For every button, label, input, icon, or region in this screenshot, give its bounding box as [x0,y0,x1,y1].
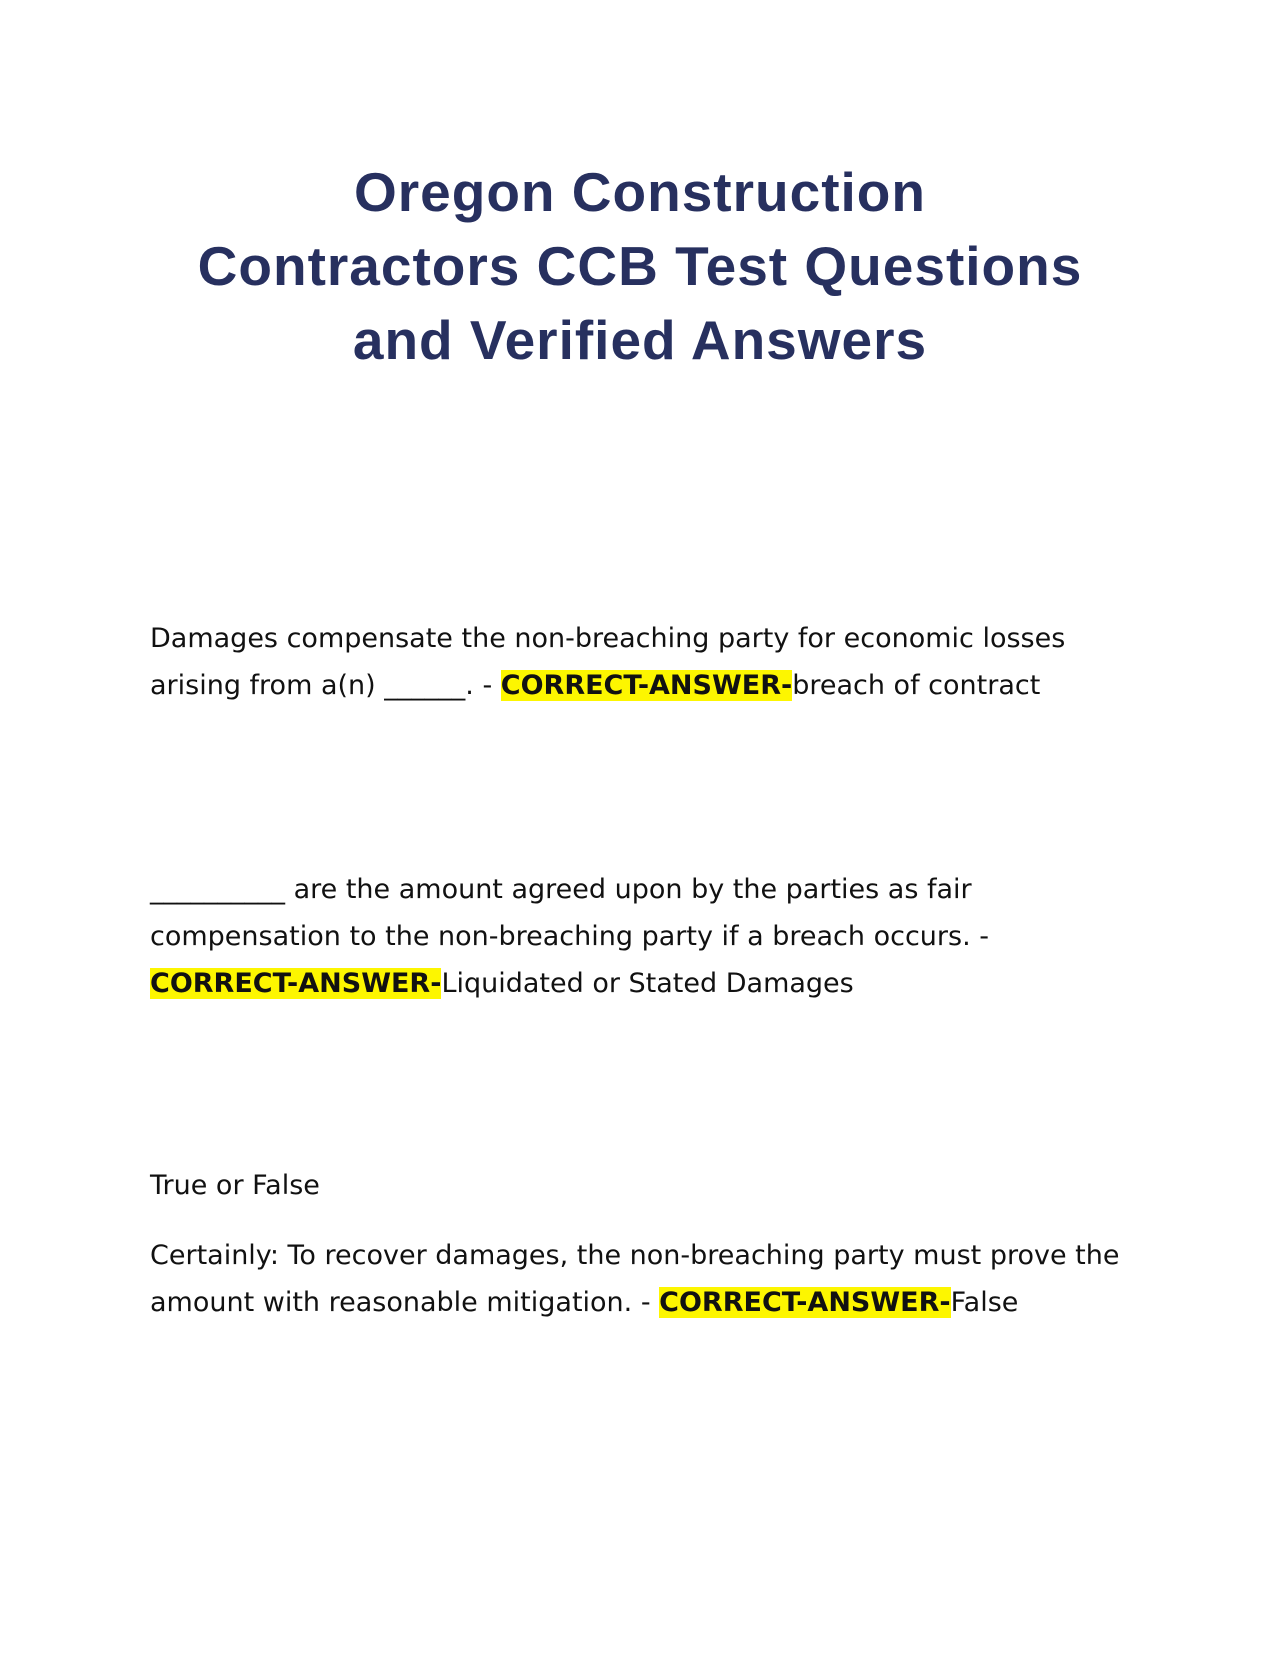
question-block-3 [150,1232,1160,1326]
question-text: __________ are the amount agreed upon by the parties as fair [150,874,972,905]
answer-text: False [950,1287,1019,1318]
correct-answer-marker: CORRECT-ANSWER- [150,968,442,999]
title-line: Oregon Construction [353,161,927,223]
question-lead [150,1162,1160,1209]
question-text: compensation to the non-breaching party if a breach occurs. - [150,921,989,952]
question-text: amount with reasonable mitigation. - [150,1287,660,1318]
answer-text: Liquidated or Stated Damages [441,968,854,999]
answer-text: breach of contract [792,670,1041,701]
title-line: Contractors CCB Test Questions [197,235,1083,297]
document-title [130,155,1150,377]
question-text: Certainly: To recover damages, the non-breaching party must prove the [150,1240,1120,1271]
correct-answer-marker: CORRECT-ANSWER- [659,1287,951,1318]
correct-answer-marker: CORRECT-ANSWER- [500,670,793,701]
question-text: arising from a(n) ______. - [150,670,501,701]
question-lead-text: True or False [150,1170,320,1201]
question-text: Damages compensate the non-breaching party for economic losses [150,623,1066,654]
question-text-line [150,1279,1160,1326]
question-text-line [150,662,1160,709]
answer-line [150,960,1160,1007]
title-line: and Verified Answers [352,309,928,371]
question-block-1 [150,615,1160,709]
question-block-2 [150,866,1160,1007]
